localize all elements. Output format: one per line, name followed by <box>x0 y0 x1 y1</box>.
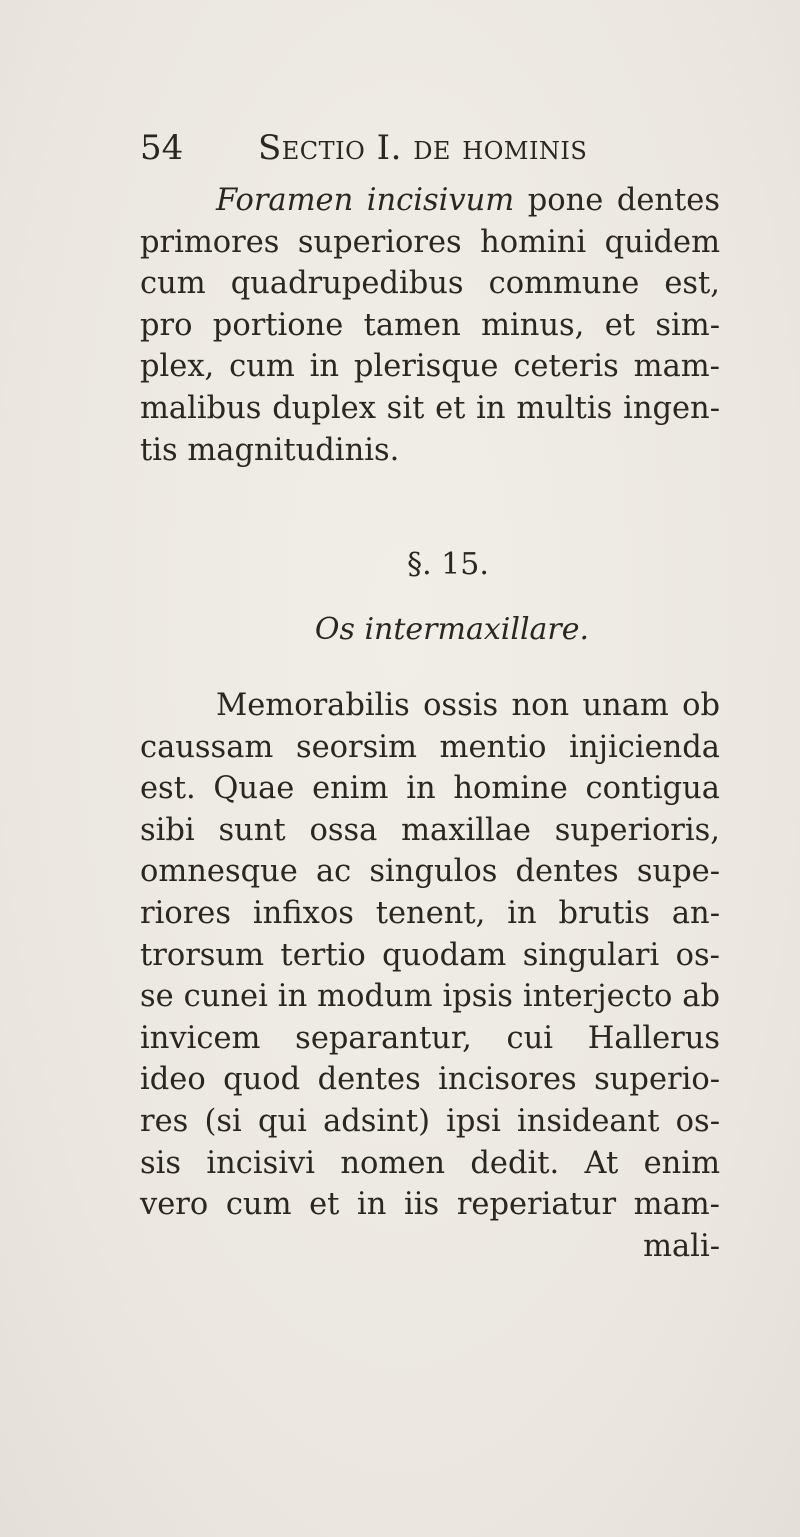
text-line: malibus duplex sit et in multis ingen- <box>140 390 720 426</box>
text-line: plex, cum in plerisque ceteris mam- <box>140 349 720 385</box>
text-line: est. Quae enim in homine contigua <box>140 771 720 807</box>
text-line: cum quadrupedibus commune est, <box>140 266 720 302</box>
text-line: se cunei in modum ipsis interjecto ab <box>140 979 720 1015</box>
text-line: sibi sunt ossa maxillae superioris, <box>140 812 720 848</box>
text-line: caussam seorsim mentio injicienda <box>140 729 720 765</box>
text-line: Memorabilis ossis non unam ob <box>216 688 720 723</box>
text-line: primores superiores homini quidem <box>140 224 720 260</box>
text-line: riores infixos tenent, in brutis an- <box>140 895 720 931</box>
paragraph-foramen-incisivum <box>140 180 720 471</box>
italic-term: Foramen incisivum <box>216 183 515 218</box>
section-number: §. 15. <box>407 547 489 582</box>
text-line: pro portione tamen minus, et sim- <box>140 307 720 343</box>
text-line: invicem separantur, cui Hallerus <box>140 1020 720 1056</box>
catchword: mali- <box>643 1228 720 1264</box>
text-line: ideo quod dentes incisores superio- <box>140 1062 720 1098</box>
page-header <box>140 128 720 168</box>
text-line: res (si qui adsint) ipsi insideant os- <box>140 1103 720 1139</box>
page-number: 54 <box>140 128 184 168</box>
text-run: pone dentes <box>514 183 720 218</box>
running-head: Sectio I. de hominis <box>258 128 588 168</box>
text-line: omnesque ac singulos dentes supe- <box>140 854 720 890</box>
text-line: trorsum tertio quodam singulari os- <box>140 937 720 973</box>
section-title: Os intermaxillare. <box>314 612 590 647</box>
text-line <box>140 180 720 222</box>
text-line: sis incisivi nomen dedit. At enim <box>140 1145 720 1181</box>
paragraph-os-intermaxillare <box>140 685 720 1267</box>
text-line: tis magnitudinis. <box>140 432 400 468</box>
text-line: vero cum et in iis reperiatur mam- <box>140 1187 720 1223</box>
